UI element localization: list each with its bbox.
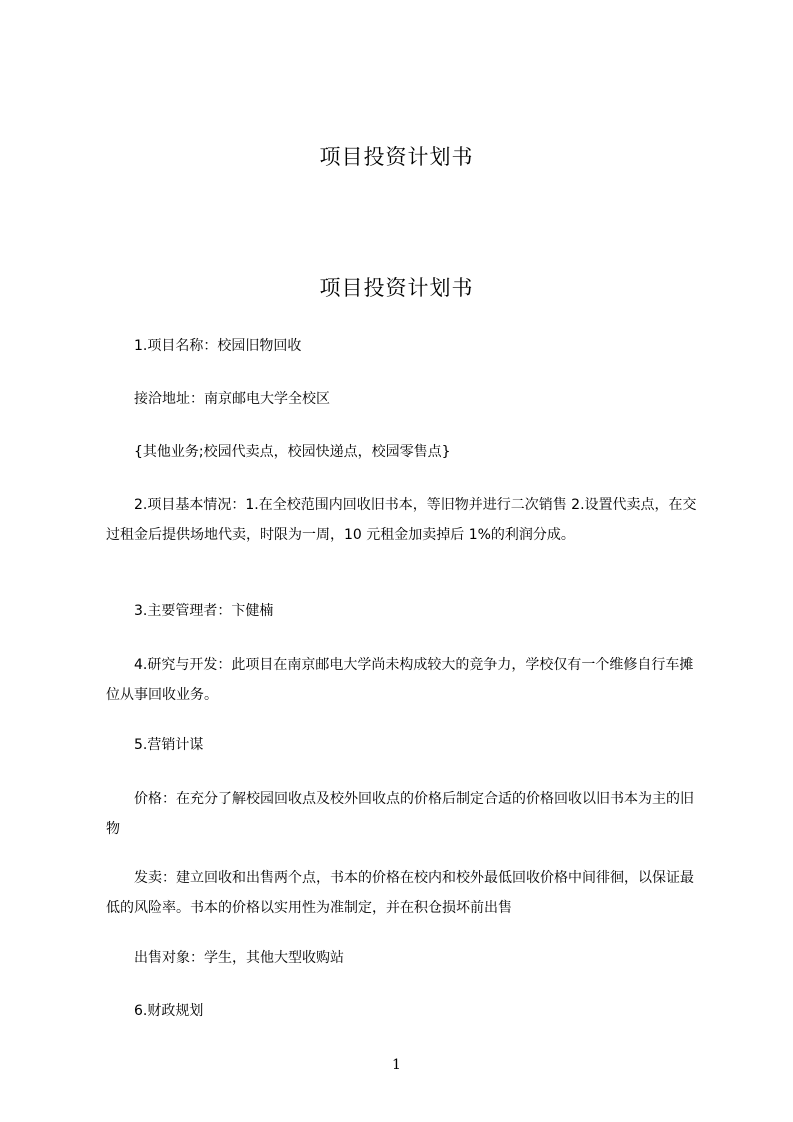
header-title: 项目投资计划书 [319, 145, 474, 169]
paragraph-manager: 3.主要管理者：卞健楠 [134, 603, 274, 619]
paragraph-research: 4.研究与开发：此项目在南京邮电大学尚未构成较大的竞争力，学校仅有一个维修自行车摊位从事回收业务。 [106, 657, 694, 703]
paragraph-other-business: {其他业务;校园代卖点，校园快递点，校园零售点} [134, 444, 451, 460]
paragraph-project-basics: 2.项目基本情况：1.在全校范围内回收旧书本，等旧物并进行二次销售 2.设置代卖点，在交过租金后提供场地代卖，时限为一周，10 元租金加卖掉后 1%的利润分成。 [106, 497, 697, 543]
paragraph-sales: 发卖：建立回收和出售两个点，书本的价格在校内和校外最低回收价格中间徘徊，以保证最低的风险率。书本的价格以实用性为准制定，并在积仓损坏前出售 [106, 870, 694, 916]
page-number: 1 [392, 1057, 401, 1073]
paragraph-finance-heading: 6.财政规划 [134, 1003, 204, 1019]
paragraph-price: 价格：在充分了解校园回收点及校外回收点的价格后制定合适的价格回收以旧书本为主的旧物 [106, 791, 694, 837]
paragraph-contact-address: 接洽地址：南京邮电大学全校区 [134, 391, 330, 407]
paragraph-sales-target: 出售对象：学生，其他大型收购站 [134, 950, 344, 966]
paragraph-marketing-heading: 5.营销计谋 [134, 737, 204, 753]
main-title: 项目投资计划书 [319, 276, 474, 300]
paragraph-project-name: 1.项目名称：校园旧物回收 [134, 338, 302, 354]
